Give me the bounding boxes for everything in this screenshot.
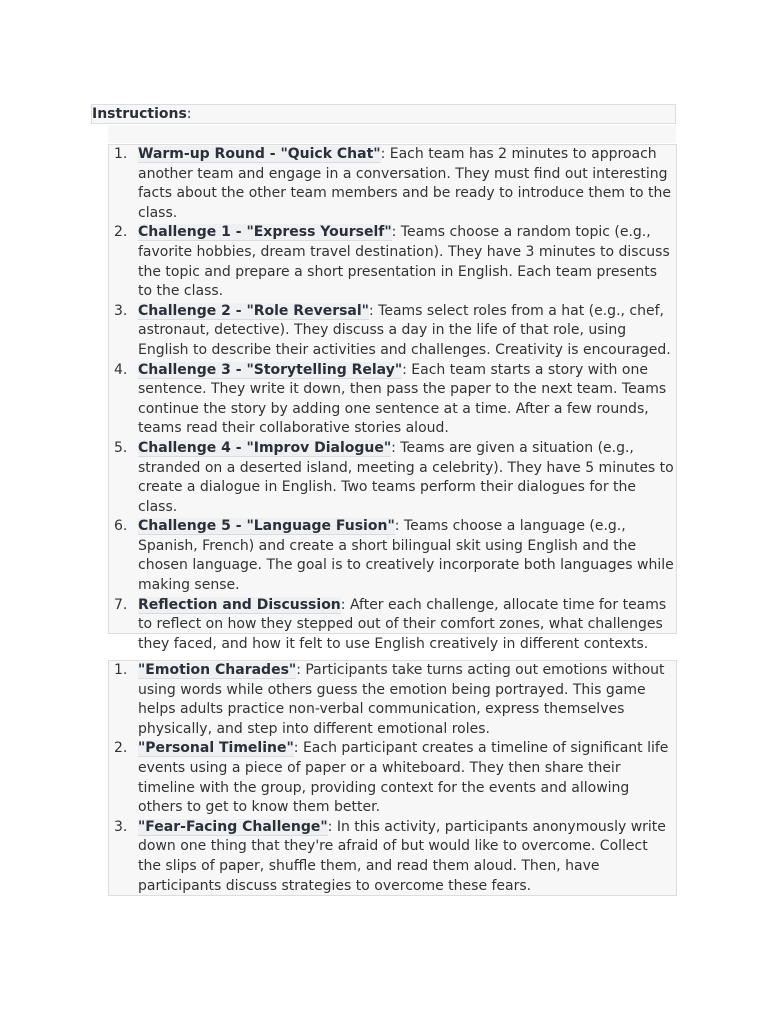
item-title: "Personal Timeline": [138, 740, 294, 757]
item-text: : Teams are given a situation (e.g., stranded on a deserted island, meeting a celebrity). They have 5 minutes to create a dialogue in English. Two teams perform their dialogues for the class.: [138, 439, 674, 515]
list-item: [109, 818, 676, 896]
item-text: : Participants take turns acting out emotions without using words while others guess the emotion being portrayed. This game helps adults practice non-verbal communication, express themselves physically, and step into different emotional roles.: [138, 662, 665, 737]
item-text: : Teams select roles from a hat (e.g., chef, astronaut, detective). They discuss a day in the life of that role, using English to describe their activities and challenges. Creativity is encouraged.: [138, 302, 671, 358]
item-title: Challenge 1 - "Express Yourself": [138, 224, 392, 241]
item-number: 1.: [114, 146, 128, 162]
item-title: Challenge 5 - "Language Fusion": [138, 518, 395, 535]
item-text: : Each team has 2 minutes to approach another team and engage in a conversation. They must find out interesting facts about the other team members and be ready to introduce them to the class.: [138, 146, 671, 221]
item-number: 6.: [114, 518, 128, 535]
list-item: [109, 223, 676, 301]
list-item: [109, 439, 676, 517]
item-title: Warm-up Round - "Quick Chat": [138, 146, 381, 162]
item-text: : Each participant creates a timeline of significant life events using a piece of paper or a whiteboard. They then share their timeline with the group, providing context for the events and allowing others to get to know them better.: [138, 740, 669, 816]
list-item: [109, 361, 676, 439]
list-item: [109, 145, 676, 223]
challenges-list-box: [108, 144, 677, 652]
item-title: Challenge 2 - "Role Reversal": [138, 302, 369, 319]
list-item: [109, 302, 676, 361]
games-list-box: [108, 660, 677, 896]
item-number: 4.: [114, 361, 128, 378]
heading-spacer: [108, 125, 676, 143]
item-text: : In this activity, participants anonymously write down one thing that they're afraid of but would like to overcome. Collect the slips of paper, shuffle them, and read them aloud. Then, have participants discuss strategies to overcome these fears.: [138, 818, 666, 894]
item-number: 5.: [114, 439, 128, 456]
item-text: : Each team starts a story with one sentence. They write it down, then pass the paper to the next team. Teams continue the story by adding one sentence at a time. After a few rounds, teams read their collaborative stories aloud.: [138, 361, 667, 437]
item-number: 2.: [114, 740, 128, 757]
item-text: : Teams choose a random topic (e.g., favorite hobbies, dream travel destination). They have 3 minutes to discuss the topic and prepare a short presentation in English. Each team presents to the class.: [138, 224, 670, 300]
item-number: 7.: [114, 596, 128, 613]
item-text: : After each challenge, allocate time for teams to reflect on how they stepped out of their comfort zones, what challenges they faced, and how it felt to use English creatively in different contexts.: [138, 596, 667, 652]
item-title: "Emotion Charades": [138, 662, 297, 678]
item-number: 1.: [114, 662, 128, 678]
instructions-heading: Instructions:: [92, 106, 192, 122]
list-item: [109, 661, 676, 739]
list-item: [109, 596, 676, 655]
games-list: [109, 661, 676, 896]
item-number: 3.: [114, 818, 128, 835]
item-title: Challenge 4 - "Improv Dialogue": [138, 439, 392, 456]
challenges-list: [109, 145, 676, 654]
item-number: 2.: [114, 224, 128, 241]
list-item: [109, 517, 676, 595]
item-number: 3.: [114, 302, 128, 319]
list-item: [109, 739, 676, 817]
item-title: "Fear-Facing Challenge": [138, 818, 328, 835]
item-title: Reflection and Discussion: [138, 596, 341, 613]
item-title: Challenge 3 - "Storytelling Relay": [138, 361, 403, 378]
instructions-heading-box: [91, 104, 676, 124]
item-text: : Teams choose a language (e.g., Spanish, French) and create a short bilingual skit using English and the chosen language. The goal is to creatively incorporate both languages while making sense.: [138, 518, 674, 594]
